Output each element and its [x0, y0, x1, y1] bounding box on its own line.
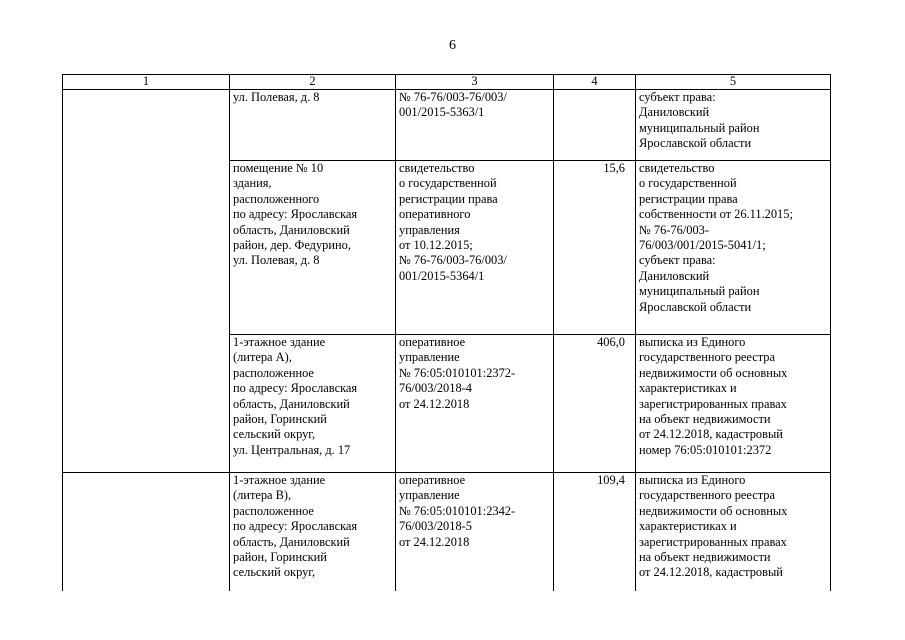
column-header-5: 5	[636, 75, 831, 90]
page-number: 6	[449, 38, 456, 53]
document-cell: свидетельство о государственной регистрации права собственности от 26.11.2015; № 76-76/003- 76/003/001/2015-5041/1; субъект права: Даниловский муниципальный район Ярославской области	[636, 161, 831, 335]
right-basis-cell: оперативное управление № 76:05:010101:2372- 76/003/2018-4 от 24.12.2018	[396, 335, 554, 473]
property-register-table	[62, 74, 831, 591]
object-description-cell: 1-этажное здание (литера А), расположенное по адресу: Ярославская область, Даниловский район, Горинский сельский округ, ул. Центральная, д. 17	[230, 335, 396, 473]
area-cell: 109,4	[554, 473, 636, 591]
area-cell: 15,6	[554, 161, 636, 335]
area-cell	[554, 90, 636, 161]
column-header-4: 4	[554, 75, 636, 90]
table-row	[63, 473, 831, 591]
table-header-row	[63, 75, 831, 90]
object-description-cell: помещение № 10 здания, расположенного по адресу: Ярославская область, Даниловский район, дер. Федурино, ул. Полевая, д. 8	[230, 161, 396, 335]
column-header-2: 2	[230, 75, 396, 90]
column-header-1: 1	[63, 75, 230, 90]
document-cell: выписка из Единого государственного реестра недвижимости об основных характеристиках и зарегистрированных правах на объект недвижимости от 24.12.2018, кадастровый номер 76:05:010101:2372	[636, 335, 831, 473]
object-description-cell: 1-этажное здание (литера В), расположенное по адресу: Ярославская область, Даниловский район, Горинский сельский округ,	[230, 473, 396, 591]
area-cell: 406,0	[554, 335, 636, 473]
document-cell: субъект права: Даниловский муниципальный район Ярославской области	[636, 90, 831, 161]
group-cell-col1	[63, 473, 230, 591]
right-basis-cell: свидетельство о государственной регистрации права оперативного управления от 10.12.2015; № 76-76/003-76/003/ 001/2015-5364/1	[396, 161, 554, 335]
right-basis-cell: № 76-76/003-76/003/ 001/2015-5363/1	[396, 90, 554, 161]
right-basis-cell: оперативное управление № 76:05:010101:2342- 76/003/2018-5 от 24.12.2018	[396, 473, 554, 591]
column-header-3: 3	[396, 75, 554, 90]
object-description-cell: ул. Полевая, д. 8	[230, 90, 396, 161]
document-cell: выписка из Единого государственного реестра недвижимости об основных характеристиках и зарегистрированных правах на объект недвижимости от 24.12.2018, кадастровый	[636, 473, 831, 591]
table-row	[63, 90, 831, 161]
group-cell-col1	[63, 90, 230, 473]
